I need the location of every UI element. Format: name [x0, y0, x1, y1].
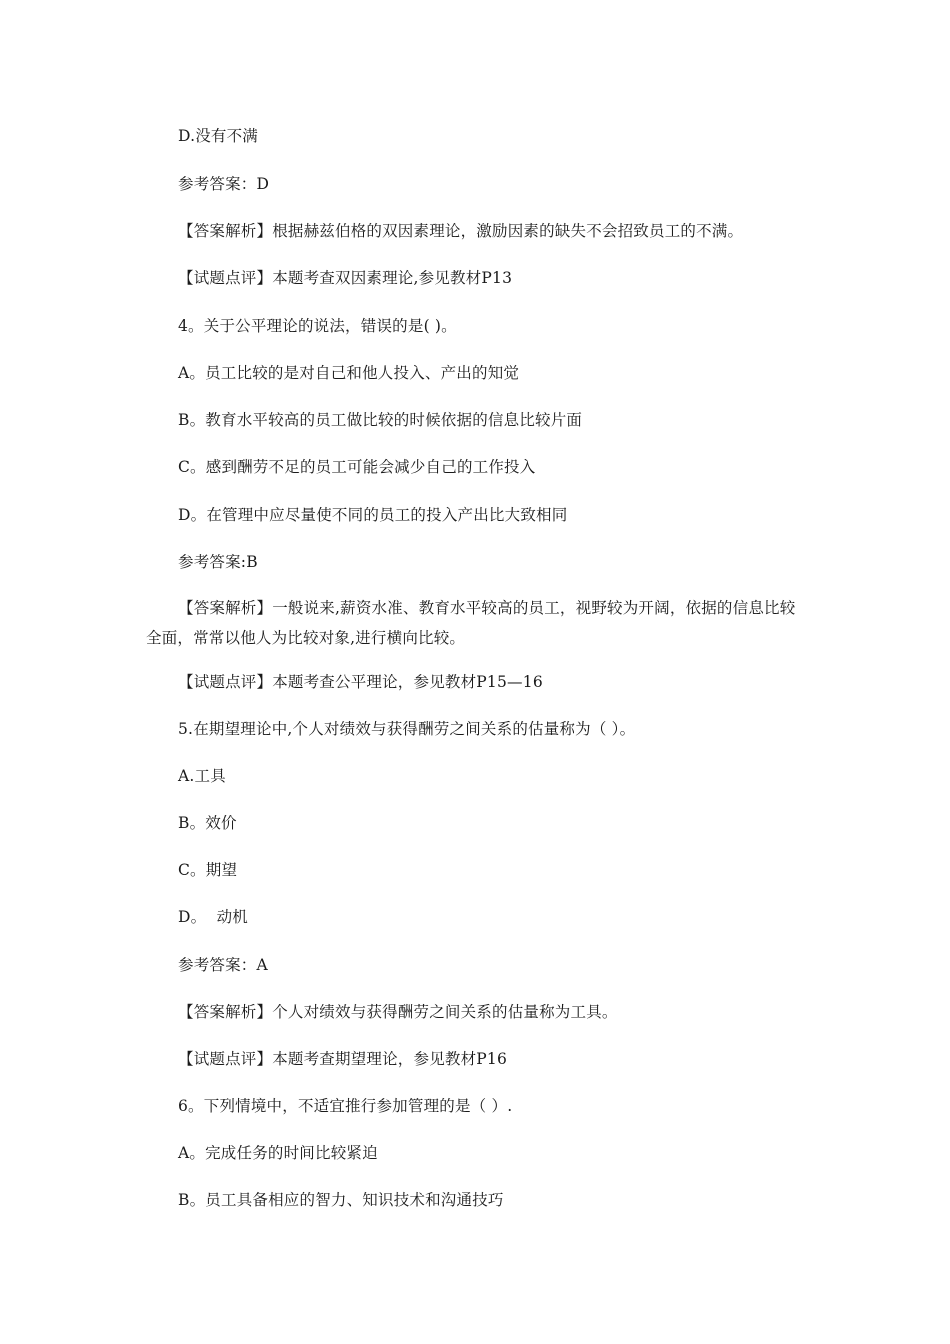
q5-comment: 【试题点评】本题考查期望理论，参见教材P16 [178, 1050, 508, 1068]
q3-answer: 参考答案：D [178, 175, 270, 193]
q3-comment: 【试题点评】本题考查双因素理论,参见教材P13 [178, 269, 513, 287]
q4-option-c: C。感到酬劳不足的员工可能会减少自己的工作投入 [178, 458, 536, 476]
q5-option-b: B。效价 [178, 814, 237, 832]
q4-option-b: B。教育水平较高的员工做比较的时候依据的信息比较片面 [178, 411, 583, 429]
q4-option-a: A。员工比较的是对自己和他人投入、产出的知觉 [178, 364, 520, 382]
q5-option-a: A.工具 [178, 767, 226, 785]
q4-question: 4。关于公平理论的说法，错误的是( )。 [178, 317, 457, 335]
q5-option-c: C。期望 [178, 861, 238, 879]
q6-option-b: B。员工具备相应的智力、知识技术和沟通技巧 [178, 1191, 504, 1209]
q4-option-d: D。在管理中应尽量使不同的员工的投入产出比大致相同 [178, 506, 568, 524]
q3-explanation: 【答案解析】根据赫兹伯格的双因素理论，激励因素的缺失不会招致员工的不满。 [178, 222, 744, 240]
q5-explanation: 【答案解析】个人对绩效与获得酬劳之间关系的估量称为工具。 [178, 1003, 618, 1021]
q4-answer: 参考答案:B [178, 553, 258, 571]
q6-question: 6。下列情境中，不适宜推行参加管理的是（ ）. [178, 1097, 513, 1115]
q6-option-a: A。完成任务的时间比较紧迫 [178, 1144, 378, 1162]
q4-explanation: 【答案解析】一般说来,薪资水准、教育水平较高的员工，视野较为开阔，依据的信息比较全面，常常以他人为比较对象,进行横向比较。 [146, 599, 796, 647]
q5-option-d: D。 动机 [178, 908, 248, 926]
q5-question: 5.在期望理论中,个人对绩效与获得酬劳之间关系的估量称为（ ）。 [178, 720, 636, 738]
q4-comment: 【试题点评】本题考查公平理论，参见教材P15—16 [178, 673, 543, 691]
q3-option-d: D.没有不满 [178, 127, 259, 145]
q5-answer: 参考答案：A [178, 956, 268, 974]
